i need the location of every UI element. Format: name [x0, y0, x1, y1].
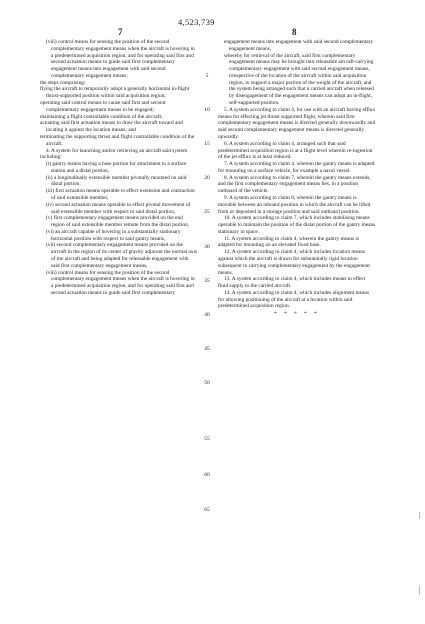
line-number: 55 — [204, 436, 210, 442]
claim-paragraph: 4. A system for launching and/or retrieving an aircraft said system including: — [40, 147, 188, 161]
claim-paragraph: 6. A system according to claim 4, arranged such that said predetermined acquisition region is at a flight level wherein re-ingestion of the jet efflux is at least reduced. — [218, 140, 373, 161]
claim-paragraph: 12. A system according to claim 4, which includes location means against which the aircraft is drawn for substantially rigid location subsequent to carrying complementary engagement by the engagement means. — [218, 249, 370, 276]
claim-paragraph: 11. A system according to claim 4, wherein the gantry means is adapted for mounting on an elevated fixed base. — [218, 235, 359, 249]
paragraph: whereby for retrieval of the aircraft, said first complementary engagement means may be brought into releasable aircraft-carrying complementary engagement with said second engagement means, irrespective of the location of the aircraft within said acquisition region, to support a major portion of the weight of the aircraft, and the system being arranged such that a carried aircraft when released by disengagement of the engagement means can adopt an in-flight, self-supported position. — [224, 52, 374, 107]
line-number: 10 — [204, 107, 210, 113]
line-number: 15 — [204, 141, 210, 147]
claim-paragraph: 13. A system according to claim 4, which includes means to effect fluid supply to the carried aircraft. — [218, 276, 366, 290]
line-number: 65 — [204, 507, 210, 513]
line-number: 20 — [204, 175, 210, 181]
paragraph: (v) first complementary engagement means provided on the end region of said extensible member remote from the distal portion, — [46, 215, 190, 229]
claim-paragraph: 10. A system according to claim 7, which includes stabilising means operable to maintain the position of the distal portion of the gantry means stationary in space. — [218, 215, 376, 235]
paragraph: (i) gantry means having a base portion for attachment to a surface station and a distal portion, — [46, 161, 187, 174]
line-number: 30 — [204, 244, 210, 250]
left-column — [40, 39, 197, 297]
line-number: 40 — [204, 312, 210, 318]
paragraph: (viii) control means for sensing the position of the second complementary engagement means when the aircraft is hovering in a predetermined acquisition region, and for operating said first and second actuation means to guide said first complementary — [46, 269, 195, 296]
paragraph: (iv) second actuation means operable to effect pivotal movement of said extensible member with respect to said distal portion, — [46, 201, 191, 215]
paragraph: engagement means into engagement with said second complementary engagement means, — [224, 39, 374, 52]
paragraph: flying the aircraft to temporarily adopt a generally horizontal in-flight thrust-supported position within said acquisition region; — [40, 86, 190, 100]
claim-paragraph: 8. A system according to claim 7, wherein the gantry means extends, and the first complementary engagement means lies, in a position outboard of the vehicle. — [218, 174, 371, 195]
claim-paragraph: 9. A system according to claim 8, wherein the gantry means is movable between an inboard position in which the aircraft can be lifted from or deposited in a storage position and said outboard position. — [218, 194, 371, 215]
line-number: 45 — [204, 346, 210, 352]
right-column — [218, 39, 376, 318]
line-number: 35 — [204, 278, 210, 284]
paragraph: terminating the supporting thrust and flight controllable condition of the aircraft. — [40, 133, 195, 147]
end-mark: * * * * * — [274, 311, 320, 318]
paragraph: (vii) second complementary engagement means provided on the aircraft in the region of its center of gravity adjacent the normal axis of the aircraft and being adapted for releasable engagement with said first complementary engagement means, — [46, 242, 198, 269]
right-page-number: 8 — [292, 27, 297, 37]
paragraph: the steps comprising: — [40, 79, 86, 86]
scan-edge-mark — [419, 512, 420, 519]
line-number: 25 — [204, 209, 210, 215]
line-number: 60 — [204, 472, 210, 478]
claim-paragraph: 14. A system according to claim 4, which includes alignment means for allowing positioning of the aircraft at a location within said predetermined acquisition region. — [218, 289, 370, 310]
claim-paragraph: 5. A system according to claim 4, for use with an aircraft having efflux means for effecting jet thrust supported flight, wherein said first complementary engagement means is directed generally downwardly and said second complementary engagement means is directed generally upwardly. — [218, 106, 376, 140]
claim-paragraph: 7. A system according to claim 4, wherein the gantry means is adapted for mounting on a surface vehicle, for example a naval vessel. — [218, 161, 375, 174]
paragraph: maintaining a flight controllable condition of the aircraft; — [40, 113, 163, 120]
patent-number: 4,523,739 — [178, 17, 215, 27]
scan-edge-mark — [419, 586, 420, 595]
line-number: 50 — [204, 380, 210, 386]
left-page-number: 7 — [118, 27, 123, 37]
paragraph: (viii) control means for sensing the position of the second complementary engagement means when the aircraft is hovering in a predetermined acquisition region, and for operating said first and second actuation means to guide said first complementary engagement means into engagement with said second complementary engagement means; — [46, 39, 195, 79]
paragraph: (iii) first actuation means operable to effect extension and contraction of said extensible member, — [46, 188, 195, 201]
paragraph: operating said control means to cause said first and second complementary engagement means to be engaged; — [40, 100, 166, 113]
paragraph: actuating said first actuation means to draw the aircraft toward and locating it against the location means; and — [40, 120, 183, 134]
paragraph: (vi) an aircraft capable of hovering in a substantially stationary horizontal position with respect to said gantry means, — [46, 228, 181, 242]
paragraph: (ii) a longitudinally extensible member pivotally mounted on said distal portion, — [46, 174, 187, 188]
line-number: 5 — [205, 73, 209, 79]
